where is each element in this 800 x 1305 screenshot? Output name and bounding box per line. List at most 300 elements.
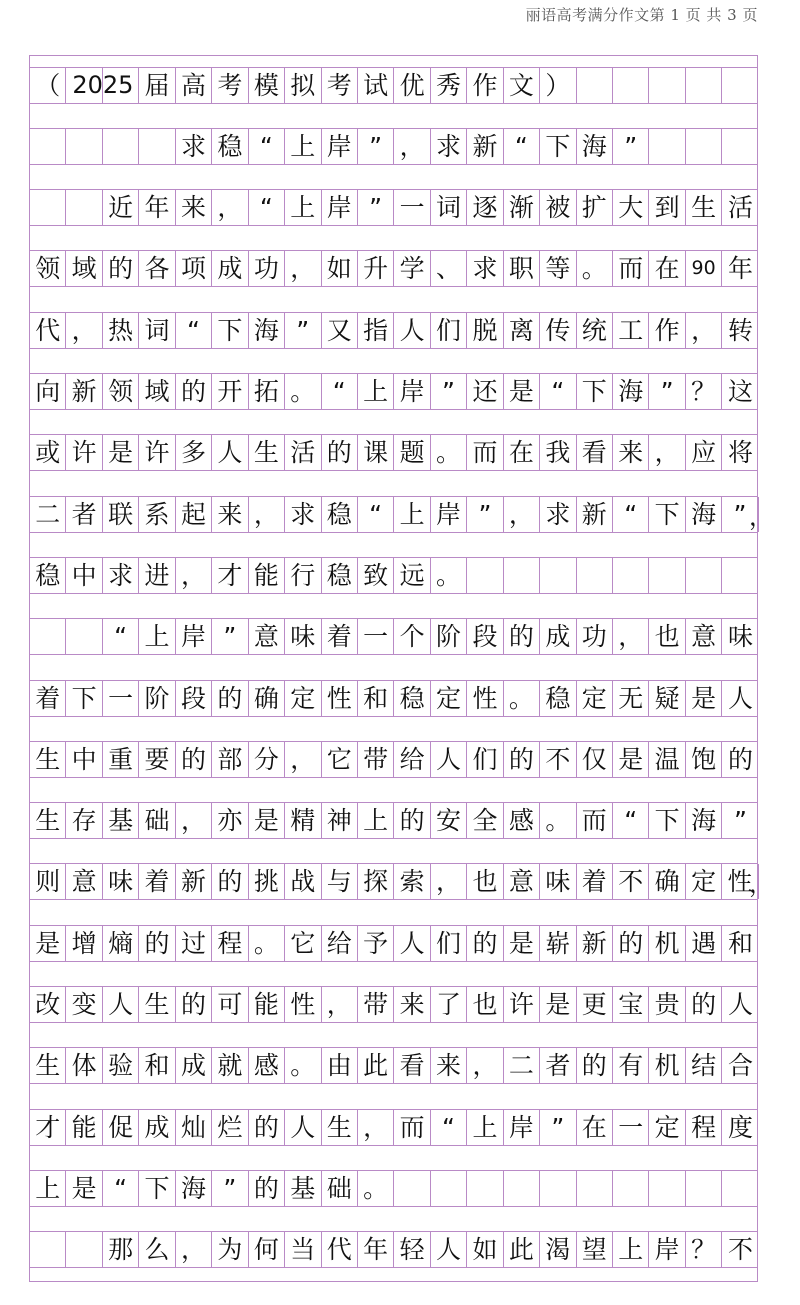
cell-character: 求 — [436, 131, 462, 161]
grid-cell — [30, 558, 66, 593]
grid-cell — [30, 742, 66, 777]
cell-character: 它 — [290, 928, 316, 958]
cell-character: 稳 — [326, 499, 352, 529]
grid-cell — [139, 558, 175, 593]
grid-cell — [431, 190, 467, 225]
grid-cell — [66, 190, 102, 225]
cell-character: 此 — [363, 1051, 389, 1081]
grid-cell — [467, 558, 503, 593]
grid-cell — [285, 619, 321, 654]
cell-character: 新 — [581, 499, 607, 529]
cell-character: 生 — [144, 990, 170, 1019]
cell-character: 生 — [253, 438, 279, 468]
grid-cell — [103, 497, 139, 532]
cell-character: 学 — [399, 254, 425, 284]
cell-character: 结 — [691, 1051, 717, 1081]
grid-cell — [212, 251, 248, 286]
grid-cell — [686, 1232, 722, 1267]
grid-cell — [30, 1171, 66, 1206]
cell-character: 成 — [217, 254, 243, 284]
grid-cell — [212, 68, 248, 103]
grid-cell — [722, 1171, 758, 1206]
grid-cell — [212, 864, 248, 899]
grid-cell — [66, 558, 102, 593]
cell-character: 看 — [399, 1051, 425, 1081]
grid-cell — [176, 1048, 212, 1083]
grid-cell — [649, 558, 685, 593]
cell-character: 而 — [472, 438, 498, 468]
cell-character: 疑 — [654, 683, 680, 713]
grid-cell — [66, 251, 102, 286]
grid-cell — [722, 558, 758, 593]
grid-cell — [358, 803, 394, 838]
grid-cell — [322, 68, 358, 103]
cell-character: ” — [369, 193, 383, 223]
cell-character: 工 — [618, 315, 644, 345]
grid-cell — [540, 742, 576, 777]
cell-character: 性 — [727, 867, 753, 897]
cell-character: 上 — [399, 499, 425, 529]
grid-row — [30, 189, 757, 226]
cell-character: 亦 — [217, 806, 243, 836]
cell-character: 新 — [581, 928, 607, 958]
grid-cell — [212, 1110, 248, 1145]
cell-character: 性 — [326, 683, 352, 713]
grid-cell — [30, 1048, 66, 1083]
cell-character: 求 — [180, 131, 206, 161]
grid-cell — [139, 190, 175, 225]
grid-cell — [176, 742, 212, 777]
grid-cell — [103, 129, 139, 164]
grid-cell — [322, 681, 358, 716]
cell-character: 二 — [508, 1051, 534, 1081]
cell-character: 轻 — [399, 1235, 425, 1265]
cell-character: ” — [624, 131, 638, 161]
grid-cell — [722, 803, 758, 838]
cell-character: 神 — [326, 806, 352, 836]
grid-row — [30, 496, 773, 533]
cell-character: 就 — [217, 1051, 243, 1081]
cell-character: 的 — [180, 377, 206, 406]
cell-character: ？ — [691, 377, 717, 406]
grid-row — [30, 67, 757, 104]
grid-cell — [577, 1232, 613, 1267]
grid-cell — [504, 68, 540, 103]
cell-character: 活 — [290, 438, 316, 468]
grid-cell — [358, 619, 394, 654]
grid-cell — [249, 681, 285, 716]
grid-cell — [103, 1171, 139, 1206]
grid-cell — [285, 313, 321, 348]
grid-cell — [394, 864, 430, 899]
grid-cell — [30, 313, 66, 348]
cell-character: 段 — [472, 622, 498, 652]
cell-character: 这 — [728, 377, 754, 406]
cell-character: 传 — [545, 315, 571, 345]
cell-character: 拟 — [290, 70, 316, 100]
cell-character: 考 — [326, 70, 352, 100]
grid-cell — [103, 1232, 139, 1267]
grid-cell — [249, 987, 285, 1022]
grid-cell — [613, 803, 649, 838]
cell-character: 么 — [144, 1235, 170, 1265]
grid-cell — [649, 681, 685, 716]
grid-row — [30, 373, 757, 410]
cell-character: 一 — [399, 193, 425, 223]
grid-cell — [212, 1171, 248, 1206]
grid-cell — [358, 558, 394, 593]
cell-character: 功 — [581, 622, 607, 652]
cell-character: 的 — [253, 1173, 279, 1203]
grid-cell — [322, 497, 358, 532]
grid-cell — [139, 681, 175, 716]
cell-character: 下 — [654, 499, 680, 529]
cell-character: 人 — [399, 315, 425, 345]
grid-row — [30, 1109, 757, 1146]
cell-character: 许 — [144, 438, 170, 468]
cell-character: “ — [259, 193, 273, 223]
grid-cell — [176, 68, 212, 103]
grid-cell — [249, 1048, 285, 1083]
grid-cell — [66, 864, 102, 899]
grid-cell — [285, 129, 321, 164]
grid-cell — [540, 864, 576, 899]
cell-character: ， — [654, 438, 680, 468]
grid-cell — [686, 497, 722, 532]
cell-character: 来 — [436, 1051, 462, 1081]
grid-cell — [322, 374, 358, 409]
cell-character: 上 — [472, 1112, 498, 1142]
cell-character: 。 — [545, 806, 571, 836]
cell-character: ， — [472, 1051, 498, 1081]
grid-cell — [686, 558, 722, 593]
grid-cell — [103, 190, 139, 225]
cell-character: 要 — [144, 744, 170, 774]
cell-character: 转 — [728, 315, 754, 345]
grid-cell — [212, 374, 248, 409]
grid-cell — [504, 619, 540, 654]
cell-character: 下 — [71, 683, 97, 713]
cell-character: 机 — [654, 1051, 680, 1081]
grid-cell — [66, 1048, 102, 1083]
cell-character: 人 — [436, 744, 462, 774]
cell-character: 许 — [71, 438, 97, 468]
grid-cell — [322, 190, 358, 225]
grid-cell — [103, 68, 139, 103]
grid-cell — [394, 803, 430, 838]
grid-cell — [358, 926, 394, 961]
grid-cell — [249, 497, 285, 532]
grid-cell — [139, 987, 175, 1022]
cell-character: 生 — [35, 1051, 61, 1081]
cell-character: ， — [436, 867, 462, 897]
cell-character: 渴 — [545, 1235, 571, 1265]
cell-character: 指 — [363, 315, 389, 345]
grid-cell — [249, 313, 285, 348]
grid-row — [30, 986, 757, 1023]
cell-character: 致 — [363, 560, 389, 590]
cell-character: 统 — [581, 315, 607, 345]
grid-cell — [613, 374, 649, 409]
grid-cell — [613, 1232, 649, 1267]
grid-cell — [212, 1232, 248, 1267]
grid-cell — [285, 68, 321, 103]
grid-cell — [431, 313, 467, 348]
grid-cell — [540, 558, 576, 593]
grid-cell — [139, 68, 175, 103]
cell-character: 促 — [108, 1112, 134, 1142]
cell-character: 而 — [581, 806, 607, 836]
grid-cell — [322, 129, 358, 164]
cell-character: 的 — [217, 683, 243, 713]
grid-cell — [358, 68, 394, 103]
grid-cell — [540, 1110, 576, 1145]
grid-cell — [30, 864, 66, 899]
cell-character: ” — [734, 806, 747, 836]
cell-character: 也 — [472, 990, 498, 1019]
grid-cell — [504, 558, 540, 593]
grid-cell — [467, 190, 503, 225]
cell-character: 如 — [326, 254, 352, 284]
grid-cell — [176, 313, 212, 348]
cell-character: 岸 — [326, 131, 352, 161]
cell-character: 岸 — [399, 377, 425, 406]
cell-character: “ — [624, 806, 638, 836]
grid-cell — [577, 497, 613, 532]
cell-character: 成 — [180, 1051, 206, 1081]
cell-character: 也 — [472, 867, 498, 897]
cell-character: 的 — [180, 990, 206, 1019]
grid-cell — [285, 926, 321, 961]
cell-character: 等 — [545, 254, 571, 284]
grid-cell — [30, 251, 66, 286]
cell-character: 的 — [691, 990, 717, 1019]
cell-character: 人 — [108, 990, 134, 1019]
grid-cell — [358, 497, 394, 532]
grid-cell — [722, 926, 758, 961]
grid-cell — [577, 864, 613, 899]
cell-character: 体 — [71, 1051, 97, 1081]
grid-cell — [358, 681, 394, 716]
grid-cell — [285, 497, 321, 532]
grid-cell — [613, 864, 649, 899]
grid-row — [30, 741, 757, 778]
grid-cell — [322, 619, 358, 654]
grid-cell — [649, 987, 685, 1022]
cell-character: ” — [223, 622, 237, 652]
grid-cell — [66, 313, 102, 348]
grid-cell — [358, 190, 394, 225]
cell-character: 也 — [654, 622, 680, 652]
cell-character: 可 — [217, 990, 243, 1019]
grid-cell — [358, 742, 394, 777]
cell-character: 将 — [728, 438, 754, 468]
cell-character: 求 — [472, 254, 498, 284]
grid-cell — [467, 619, 503, 654]
cell-character: 起 — [180, 499, 206, 529]
grid-cell — [504, 803, 540, 838]
grid-row — [30, 680, 757, 717]
cell-character: 个 — [399, 622, 425, 652]
grid-cell — [649, 619, 685, 654]
cell-character: 望 — [581, 1235, 607, 1265]
cell-character: 础 — [144, 806, 170, 836]
grid-cell — [649, 1171, 685, 1206]
cell-character: 模 — [253, 70, 279, 100]
grid-cell — [139, 926, 175, 961]
cell-character: 能 — [71, 1112, 97, 1142]
cell-character: ， — [399, 131, 425, 161]
grid-cell — [540, 129, 576, 164]
grid-cell — [322, 926, 358, 961]
cell-character: ” — [551, 1112, 565, 1142]
cell-character: 阶 — [144, 683, 170, 713]
grid-cell — [540, 435, 576, 470]
grid-cell — [66, 374, 102, 409]
page-header: 丽语高考满分作文第 1 页 共 3 页 — [525, 6, 758, 24]
grid-cell — [577, 190, 613, 225]
grid-cell — [358, 1048, 394, 1083]
grid-cell — [322, 803, 358, 838]
cell-character: ， — [290, 744, 316, 774]
cell-character: 中 — [71, 744, 97, 774]
cell-character: 和 — [363, 683, 389, 713]
cell-character: 机 — [654, 928, 680, 958]
cell-character: 分 — [253, 744, 279, 774]
grid-cell — [504, 435, 540, 470]
cell-character: ） — [545, 70, 571, 100]
grid-cell — [613, 558, 649, 593]
grid-cell — [212, 681, 248, 716]
cell-character: 。 — [290, 1051, 316, 1081]
grid-cell — [467, 1110, 503, 1145]
cell-character: 了 — [436, 990, 462, 1019]
grid-cell — [249, 864, 285, 899]
grid-cell — [66, 1232, 102, 1267]
grid-cell — [540, 497, 576, 532]
grid-cell — [431, 497, 467, 532]
grid-cell — [649, 1048, 685, 1083]
cell-character: 。 — [290, 377, 316, 406]
grid-cell — [176, 1171, 212, 1206]
grid-cell — [577, 681, 613, 716]
grid-cell — [649, 742, 685, 777]
cell-character: “ — [332, 377, 346, 406]
grid-cell — [686, 619, 722, 654]
cell-character: 优 — [399, 70, 425, 100]
cell-character: ， — [691, 315, 717, 345]
grid-cell — [686, 68, 722, 103]
grid-cell — [103, 313, 139, 348]
grid-cell — [540, 619, 576, 654]
cell-character: 我 — [545, 438, 571, 468]
cell-character: 一 — [363, 622, 389, 652]
grid-cell — [504, 987, 540, 1022]
cell-character: 验 — [108, 1051, 134, 1081]
cell-character: 更 — [581, 990, 607, 1019]
cell-character: 来 — [217, 499, 243, 529]
cell-character: 着 — [581, 867, 607, 897]
cell-character: 作 — [654, 315, 680, 345]
cell-character: 宝 — [618, 990, 644, 1019]
cell-character: 下 — [217, 315, 243, 345]
cell-character: 生 — [35, 806, 61, 836]
grid-cell — [431, 803, 467, 838]
grid-cell — [649, 864, 685, 899]
cell-character: 升 — [363, 254, 389, 284]
grid-cell — [540, 803, 576, 838]
grid-cell — [176, 1110, 212, 1145]
cell-character: 的 — [253, 1112, 279, 1142]
grid-cell — [285, 1048, 321, 1083]
cell-character: 年 — [144, 193, 170, 223]
cell-character: 着 — [35, 683, 61, 713]
grid-row — [30, 128, 757, 165]
grid-cell — [394, 313, 430, 348]
grid-cell — [504, 129, 540, 164]
cell-character: 的 — [728, 744, 754, 774]
grid-cell — [66, 497, 102, 532]
cell-character: 还 — [472, 377, 498, 406]
grid-row — [30, 1047, 757, 1084]
cell-character: ， — [217, 193, 243, 223]
grid-cell — [504, 1110, 540, 1145]
grid-cell — [504, 742, 540, 777]
grid-cell — [504, 497, 540, 532]
grid-cell — [467, 313, 503, 348]
cell-character: 应 — [691, 438, 717, 468]
grid-cell — [467, 68, 503, 103]
cell-character: 代 — [326, 1235, 352, 1265]
cell-character: 上 — [363, 377, 389, 406]
grid-cell — [212, 1048, 248, 1083]
cell-character: 题 — [399, 438, 425, 468]
cell-character: 届 — [144, 70, 170, 100]
grid-cell — [467, 681, 503, 716]
grid-cell — [613, 435, 649, 470]
grid-cell — [285, 987, 321, 1022]
cell-character: 和 — [728, 928, 754, 958]
cell-character: 系 — [144, 499, 170, 529]
grid-cell — [467, 987, 503, 1022]
grid-cell — [686, 1171, 722, 1206]
cell-character: 性 — [290, 990, 316, 1019]
grid-cell — [139, 803, 175, 838]
grid-cell — [686, 987, 722, 1022]
grid-cell — [66, 68, 134, 103]
cell-character: 多 — [180, 438, 206, 468]
grid-cell — [540, 190, 576, 225]
grid-cell — [176, 926, 212, 961]
grid-cell — [577, 1048, 613, 1083]
grid-cell — [613, 1171, 649, 1206]
cell-character: 领 — [108, 377, 134, 406]
grid-cell — [249, 1110, 285, 1145]
cell-character: 域 — [144, 377, 170, 406]
grid-cell — [66, 742, 102, 777]
grid-cell — [249, 926, 285, 961]
grid-cell — [139, 313, 175, 348]
cell-character: 者 — [545, 1051, 571, 1081]
grid-cell — [249, 742, 285, 777]
grid-cell — [540, 987, 576, 1022]
grid-cell — [103, 742, 139, 777]
grid-cell — [431, 374, 467, 409]
grid-cell — [649, 1110, 685, 1145]
grid-cell — [540, 68, 576, 103]
cell-character: 的 — [217, 867, 243, 897]
cell-character: 是 — [71, 1173, 97, 1203]
